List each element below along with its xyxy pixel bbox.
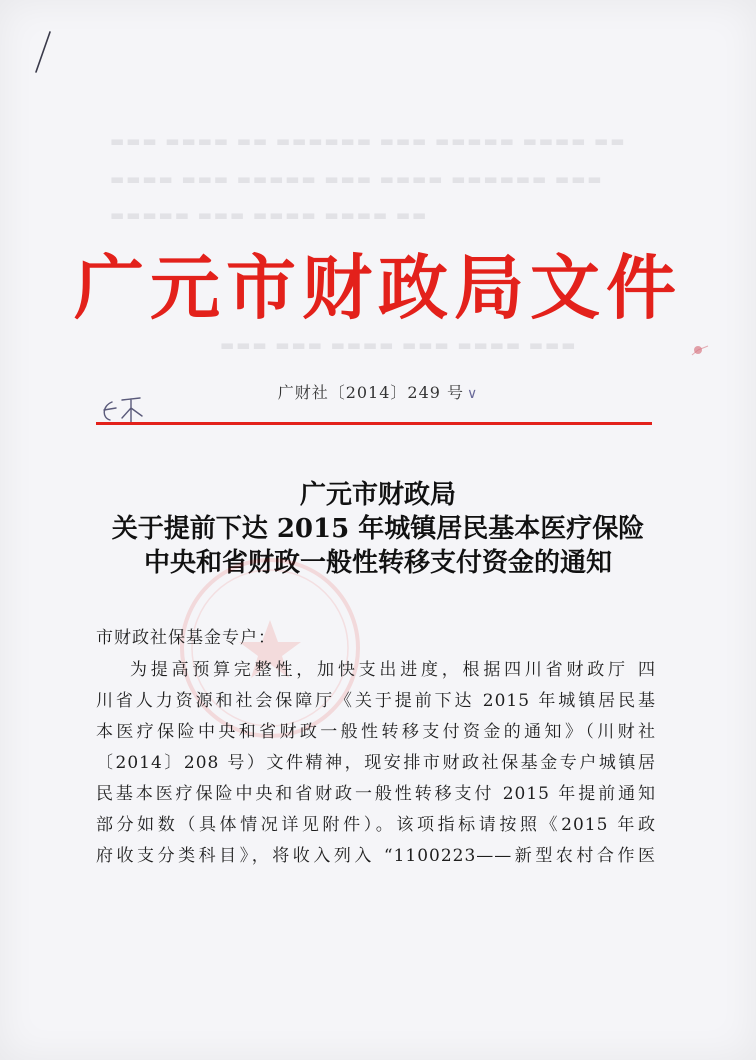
letterhead-divider [96,422,652,425]
check-mark-icon: ∨ [467,386,479,402]
letterhead-title: 广元市财政局文件 [74,247,682,329]
body-line: 〔2014〕208 号）文件精神，现安排市财政社保基金专户城镇居 [96,753,656,773]
document-number-text: 广财社〔2014〕249 号 [277,383,465,402]
pen-stroke-icon [28,28,68,78]
bleed-through: ▬▬▬ ▬▬▬ ▬▬▬▬ ▬▬▬ ▬▬▬▬ ▬▬▬ [220,336,578,354]
body-line: 府收支分类科目》，将收入列入 “1100223——新型农村合作医 [96,846,656,866]
ink-spot-icon [688,340,712,360]
body-line: 为提高预算完整性，加快支出进度，根据四川省财政厅 四 [130,660,656,680]
body-line: 部分如数（具体情况详见附件）。该项指标请按照《2015 年政 [96,815,656,835]
body-line: 川省人力资源和社会保障厅《关于提前下达 2015 年城镇居民基 [96,691,656,711]
body-paragraph [96,655,656,872]
document-title [0,478,756,580]
title-line: 中央和省财政一般性转移支付资金的通知 [143,548,612,578]
bleed-through: ▬▬▬▬ ▬▬▬ ▬▬▬▬▬ ▬▬▬ ▬▬▬▬ ▬▬▬▬▬▬ ▬▬▬ [110,170,604,188]
body-line: 本医疗保险中央和省财政一般性转移支付资金的通知》（川财社 [96,722,656,742]
title-line: 关于提前下达 2015 年城镇居民基本医疗保险 [111,514,645,544]
body-line: 民基本医疗保险中央和省财政一般性转移支付 2015 年提前通知 [96,784,656,804]
salutation: 市财政社保基金专户： [96,628,276,648]
bleed-through: ▬▬▬▬▬ ▬▬▬ ▬▬▬▬ ▬▬▬▬ ▬▬ [110,206,429,224]
title-line: 广元市财政局 [299,480,456,510]
bleed-through: ▬▬▬ ▬▬▬▬ ▬▬ ▬▬▬▬▬▬ ▬▬▬ ▬▬▬▬▬ ▬▬▬▬ ▬▬ [110,132,627,150]
